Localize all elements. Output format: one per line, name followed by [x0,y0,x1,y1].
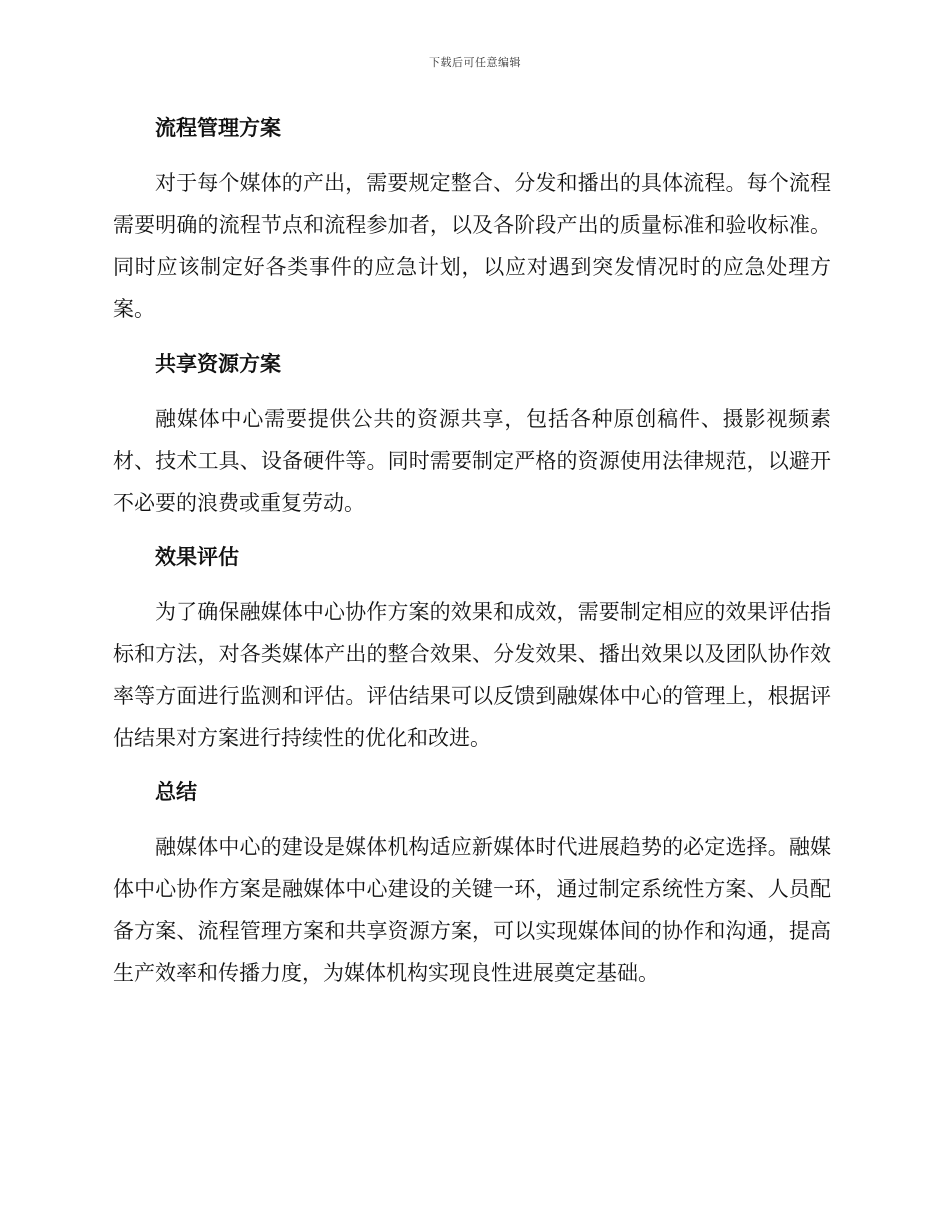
page-header: 下载后可任意编辑 [429,56,521,69]
section-shared-resources [113,343,831,524]
section-heading: 效果评估 [155,545,239,569]
section-paragraph: 融媒体中心的建设是媒体机构适应新媒体时代进展趋势的必定选择。融媒体中心协作方案是融媒体中心建设的关键一环，通过制定系统性方案、人员配备方案、流程管理方案和共享资源方案，可以实现媒体间的协作和沟通，提高生产效率和传播力度，为媒体机构实现良性进展奠定基础。 [113,835,831,985]
section-heading: 流程管理方案 [155,116,281,140]
section-process-management [113,107,831,330]
section-heading: 共享资源方案 [155,352,281,376]
section-paragraph: 融媒体中心需要提供公共的资源共享，包括各种原创稿件、摄影视频素材、技术工具、设备硬件等。同时需要制定严格的资源使用法律规范，以避开不必要的浪费或重复劳动。 [113,407,831,515]
section-effect-evaluation [113,536,831,759]
document-body [113,107,831,1006]
section-summary [113,771,831,994]
section-paragraph: 对于每个媒体的产出，需要规定整合、分发和播出的具体流程。每个流程需要明确的流程节点和流程参加者，以及各阶段产出的质量标准和验收标准。同时应该制定好各类事件的应急计划，以应对遇到突发情况时的应急处理方案。 [113,171,831,321]
section-heading: 总结 [155,780,197,804]
section-paragraph: 为了确保融媒体中心协作方案的效果和成效，需要制定相应的效果评估指标和方法，对各类媒体产出的整合效果、分发效果、播出效果以及团队协作效率等方面进行监测和评估。评估结果可以反馈到融媒体中心的管理上，根据评估结果对方案进行持续性的优化和改进。 [113,600,831,750]
